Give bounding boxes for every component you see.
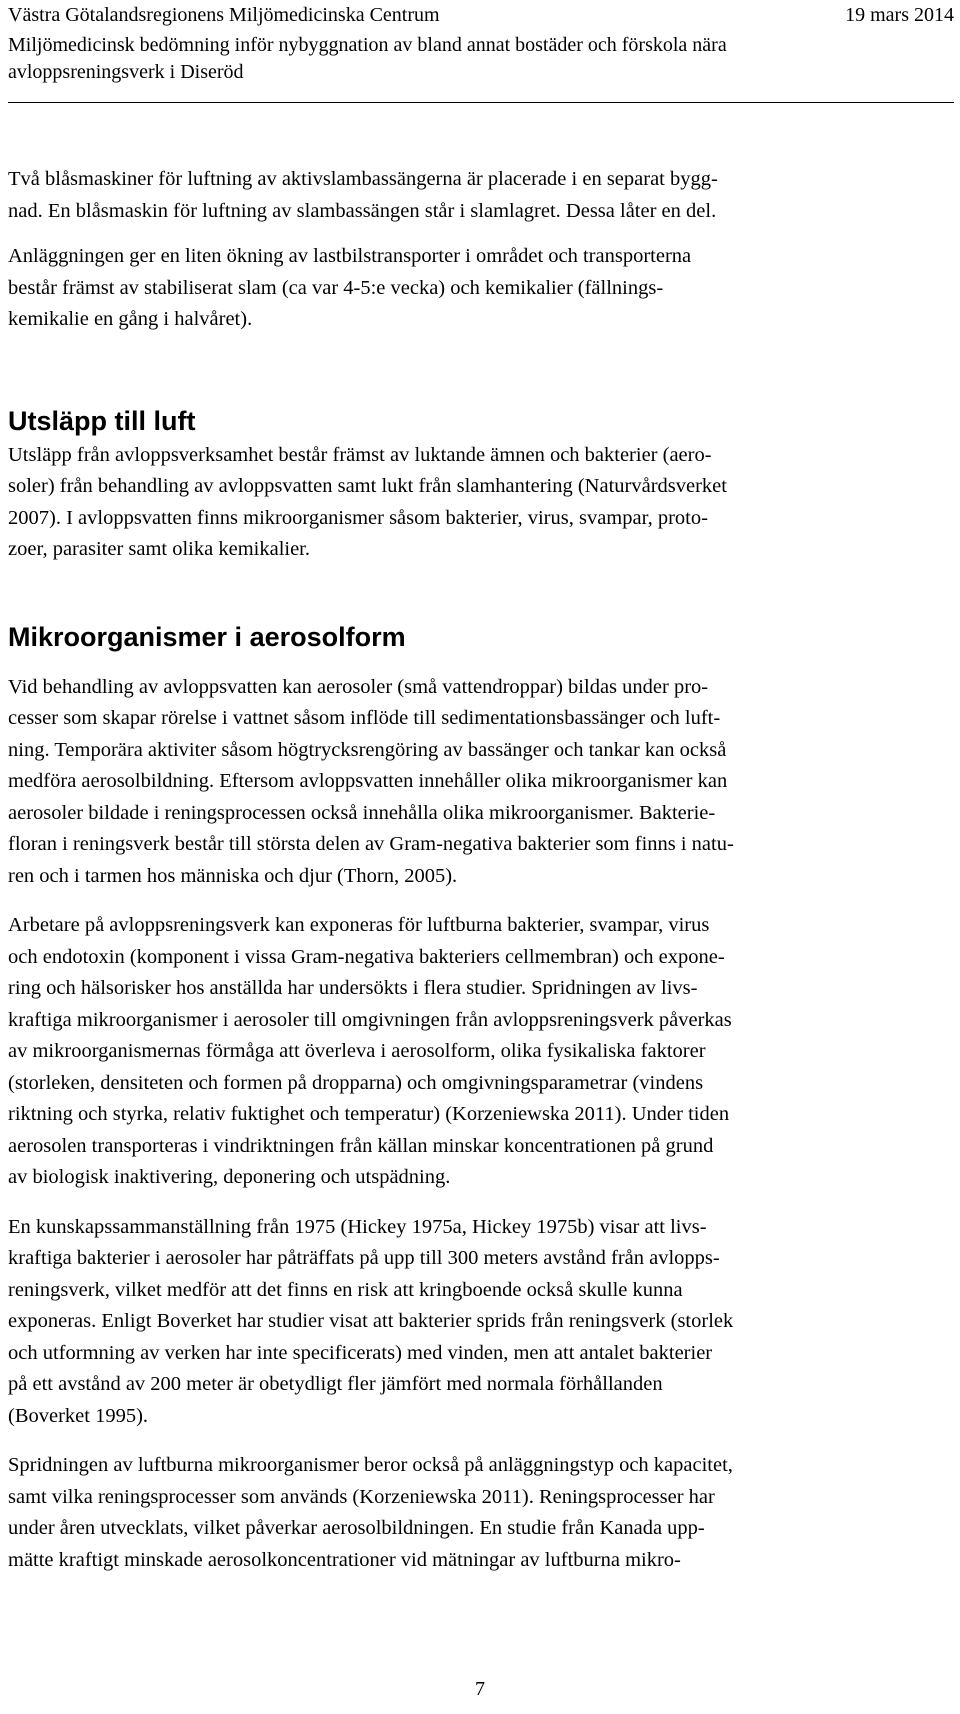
paragraph-mikro-3 — [8, 1212, 952, 1433]
paragraph-utslapp-1 — [8, 440, 952, 566]
text-line: av mikroorganismernas förmåga att överleva i aerosolform, olika fysikaliska faktorer — [8, 1040, 706, 1062]
text-line: En kunskapssammanställning från 1975 (Hickey 1975a, Hickey 1975b) visar att livs- — [8, 1215, 707, 1238]
text-line: kraftiga mikroorganismer i aerosoler till omgivningen från avloppsreningsverk påverkas — [8, 1008, 732, 1031]
text-line: och endotoxin (komponent i vissa Gram-negativa bakteriers cellmembran) och expone- — [8, 945, 725, 968]
header-subtitle-line: avloppsreningsverk i Diseröd — [8, 61, 244, 83]
text-line: zoer, parasiter samt olika kemikalier. — [8, 538, 311, 560]
text-line: aerosoler bildade i reningsprocessen också innehålla olika mikroorganismer. Bakterie- — [8, 801, 716, 824]
text-line: Utsläpp från avloppsverksamhet består främst av luktande ämnen och bakterier (aero- — [8, 443, 712, 466]
text-line: exponeras. Enligt Boverket har studier visat att bakterier sprids från reningsverk (storlek — [8, 1310, 734, 1332]
section-heading-mikroorganismer: Mikroorganismer i aerosolform — [8, 621, 406, 652]
text-line: Anläggningen ger en liten ökning av lastbilstransporter i området och transporterna — [8, 245, 692, 267]
text-line: Två blåsmaskiner för luftning av aktivslambassängerna är placerade i en separat bygg- — [8, 168, 718, 190]
paragraph-intro-1 — [8, 164, 952, 227]
text-line: ring och hälsorisker hos anställda har undersökts i flera studier. Spridningen av livs- — [8, 977, 698, 999]
text-line: riktning och styrka, relativ fuktighet och temperatur) (Korzeniewska 2011). Under tiden — [8, 1103, 730, 1125]
text-line: ren och i tarmen hos människa och djur (Thorn, 2005). — [8, 864, 458, 887]
text-line: består främst av stabiliserat slam (ca var 4-5:e vecka) och kemikalier (fällnings- — [8, 276, 664, 299]
text-line: 2007). I avloppsvatten finns mikroorganismer såsom bakterier, virus, svampar, proto- — [8, 506, 708, 529]
header-date: 19 mars 2014 — [845, 4, 954, 26]
page-header — [8, 2, 954, 86]
text-line: reningsverk, vilket medför att det finns en risk att kringboende också skulle kunna — [8, 1278, 683, 1301]
text-line: Vid behandling av avloppsvatten kan aerosoler (små vattendroppar) bildas under pro- — [8, 675, 709, 698]
page-body — [8, 164, 952, 1576]
text-line: Spridningen av luftburna mikroorganismer beror också på anläggningstyp och kapacitet, — [8, 1454, 733, 1476]
text-line: på ett avstånd av 200 meter är obetydligt fler jämfört med normala förhållanden — [8, 1373, 663, 1395]
header-top-row — [8, 2, 954, 28]
header-organization: Västra Götalandsregionens Miljömedicinska Centrum — [8, 4, 440, 26]
text-line: (storleken, densiteten och formen på dropparna) och omgivningsparametrar (vindens — [8, 1071, 704, 1094]
text-line: Arbetare på avloppsreningsverk kan exponeras för luftburna bakterier, svampar, virus — [8, 914, 710, 936]
header-subtitle — [8, 32, 954, 86]
header-divider — [8, 102, 954, 103]
section-heading-utslapp: Utsläpp till luft — [8, 405, 196, 436]
text-line: kraftiga bakterier i aerosoler har påträffats på upp till 300 meters avstånd från avlopps- — [8, 1247, 720, 1269]
text-line: cesser som skapar rörelse i vattnet såsom inflöde till sedimentationsbassänger och luft- — [8, 707, 721, 729]
text-line: mätte kraftigt minskade aerosolkoncentrationer vid mätningar av luftburna mikro- — [8, 1548, 681, 1571]
text-line: floran i reningsverk består till största delen av Gram-negativa bakterier som finns i natu- — [8, 833, 734, 855]
paragraph-mikro-2 — [8, 910, 952, 1194]
text-line: kemikalie en gång i halvåret). — [8, 308, 253, 330]
header-subtitle-line: Miljömedicinsk bedömning inför nybyggnation av bland annat bostäder och förskola nära — [8, 34, 727, 56]
paragraph-mikro-4 — [8, 1450, 952, 1576]
text-line: (Boverket 1995). — [8, 1404, 149, 1427]
text-line: ning. Temporära aktiviter såsom högtrycksrengöring av bassänger och tankar kan också — [8, 738, 727, 761]
text-line: aerosolen transporteras i vindriktningen från källan minskar koncentrationen på grund — [8, 1134, 714, 1157]
page-number: 7 — [475, 1678, 485, 1700]
paragraph-intro-2 — [8, 241, 952, 336]
text-line: och utformning av verken har inte specificerats) med vinden, men att antalet bakterier — [8, 1341, 713, 1364]
text-line: nad. En blåsmaskin för luftning av slambassängen står i slamlagret. Dessa låter en del. — [8, 199, 717, 222]
text-line: samt vilka reningsprocesser som används (Korzeniewska 2011). Reningsprocesser har — [8, 1485, 715, 1508]
text-line: av biologisk inaktivering, deponering och utspädning. — [8, 1166, 451, 1188]
paragraph-mikro-1 — [8, 672, 952, 893]
text-line: medföra aerosolbildning. Eftersom avloppsvatten innehåller olika mikroorganismer kan — [8, 770, 728, 792]
text-line: under åren utvecklats, vilket påverkar aerosolbildningen. En studie från Kanada upp- — [8, 1517, 705, 1539]
text-line: soler) från behandling av avloppsvatten samt lukt från slamhantering (Naturvårdsverket — [8, 475, 727, 497]
